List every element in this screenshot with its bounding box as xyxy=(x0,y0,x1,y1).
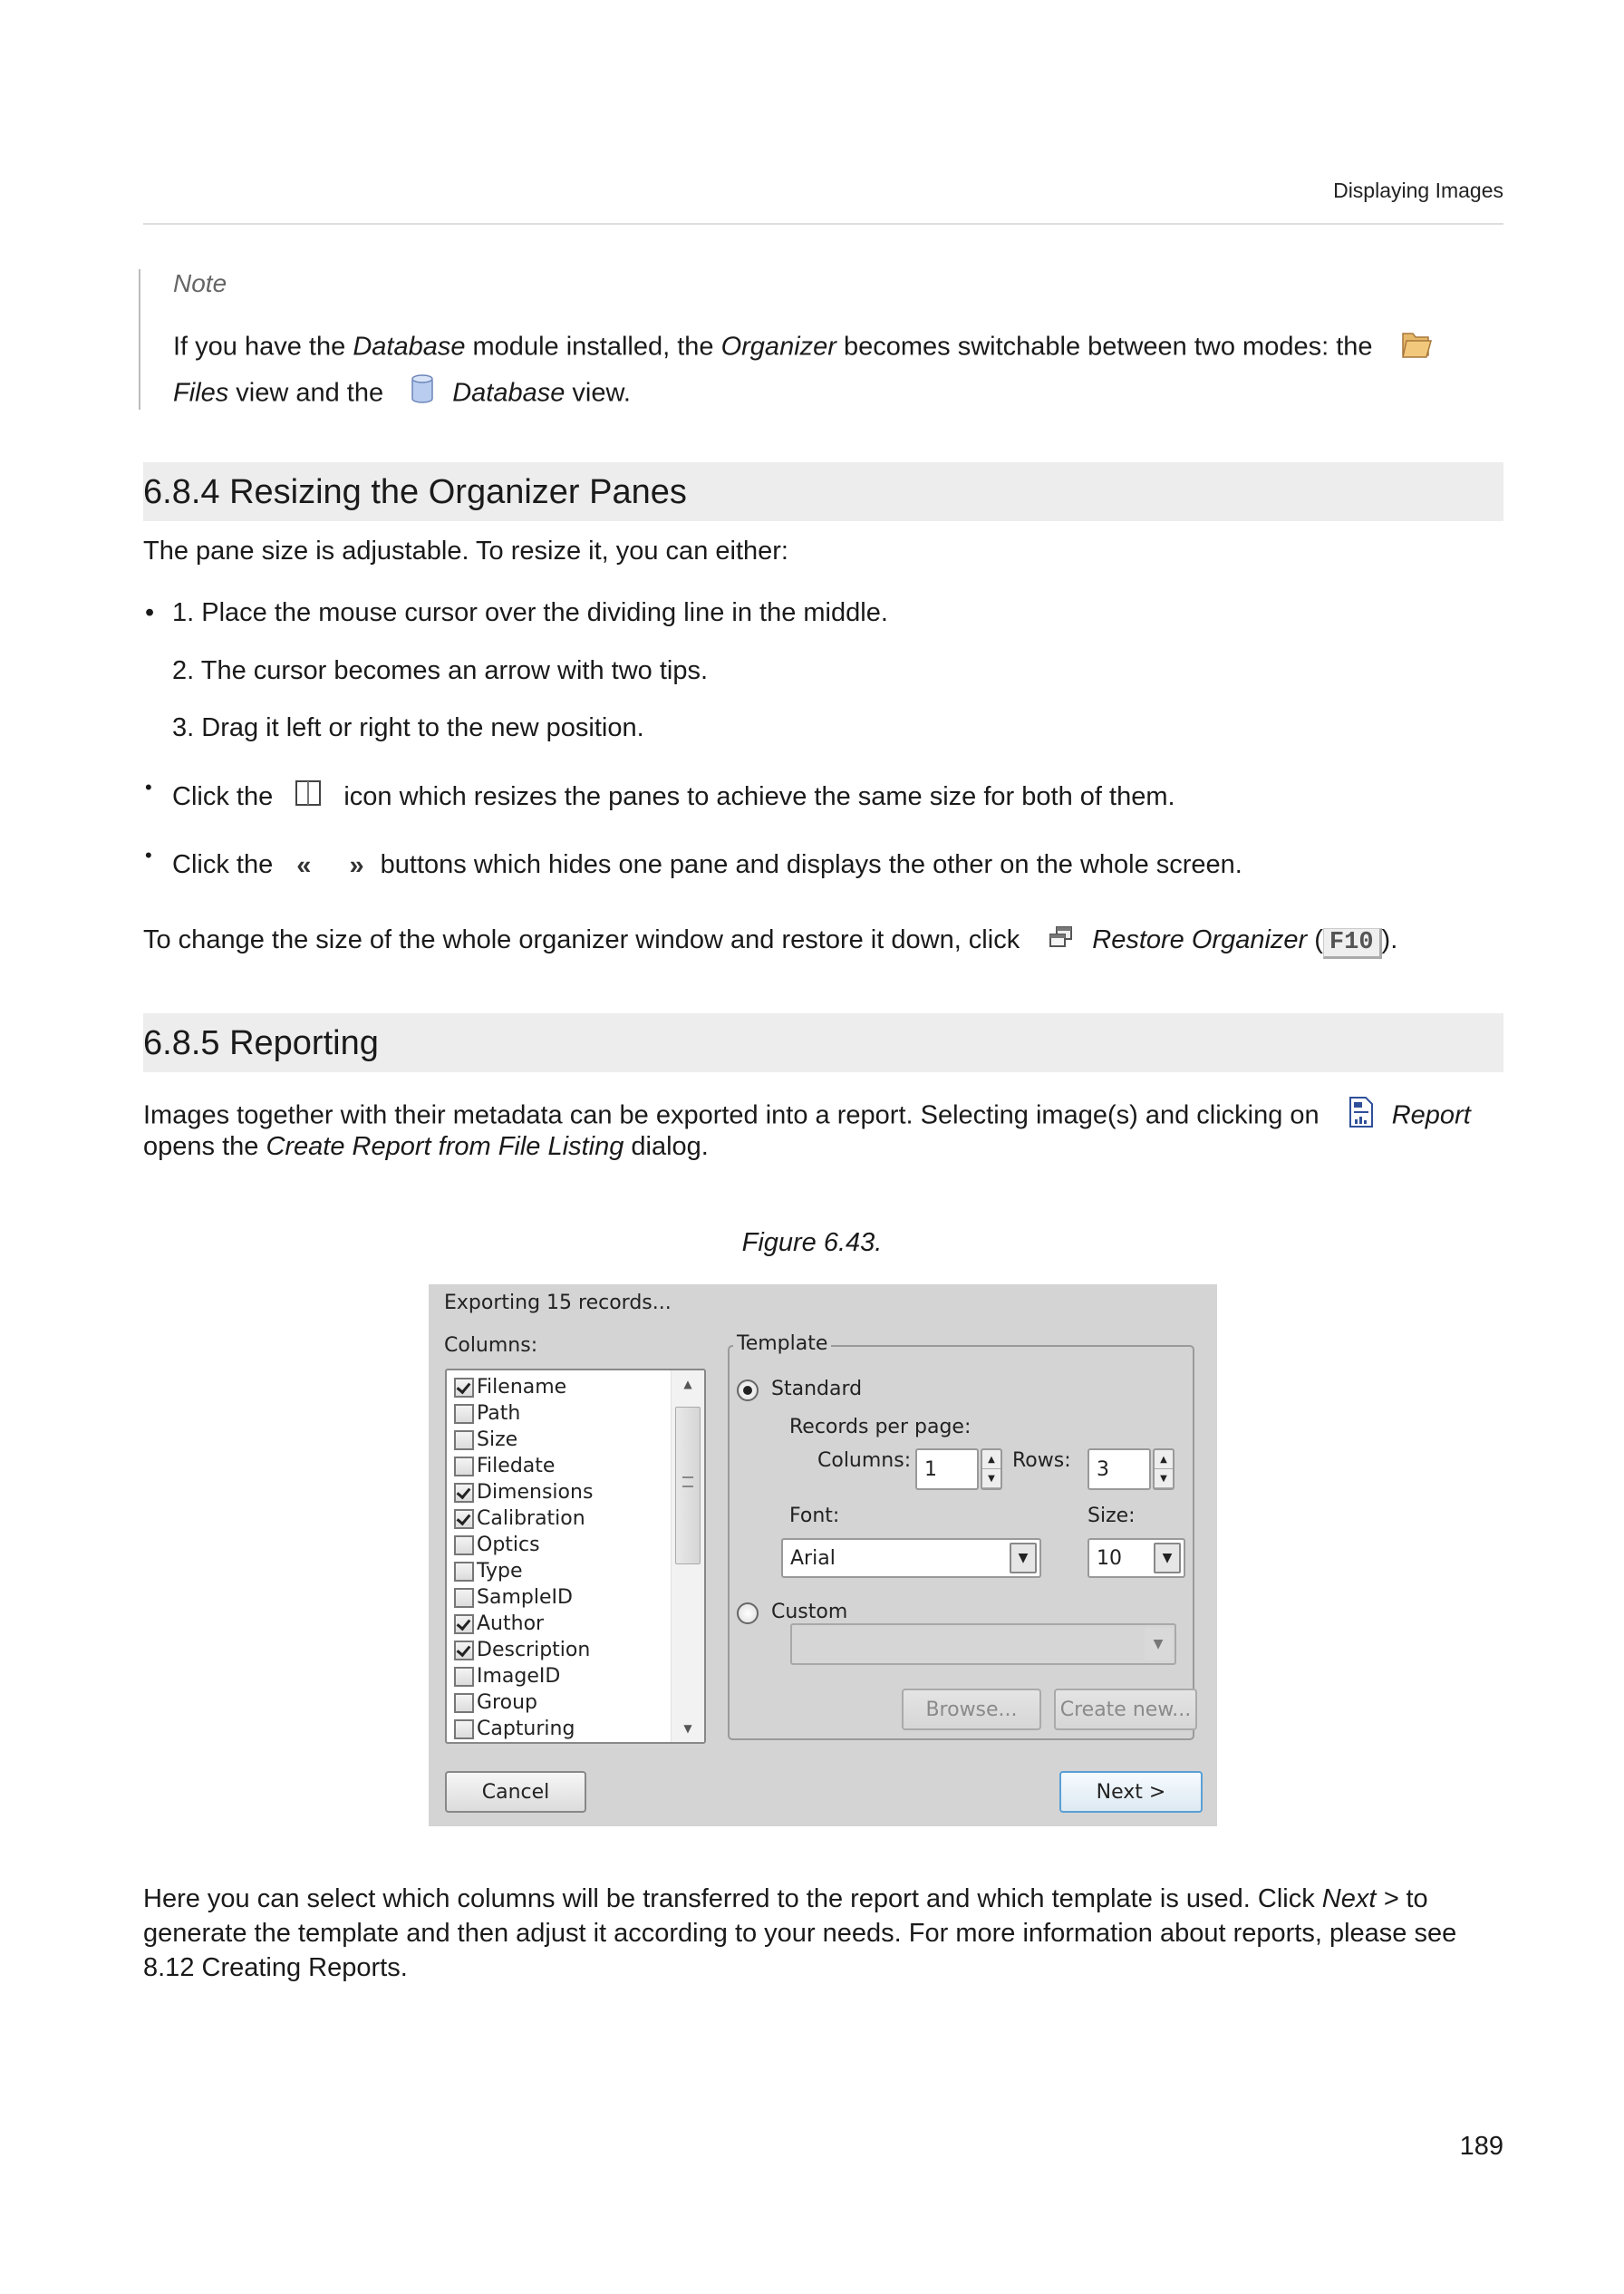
column-option-label: Filedate xyxy=(477,1455,556,1477)
grip-icon xyxy=(682,1476,693,1487)
bullet: • xyxy=(145,844,152,866)
rows-per-page-input[interactable]: 3 xyxy=(1088,1448,1151,1490)
template-group-label: Template xyxy=(733,1332,831,1355)
column-option-label: Description xyxy=(477,1639,591,1661)
rows-stepper[interactable] xyxy=(1153,1448,1174,1490)
export-status: Exporting 15 records... xyxy=(444,1292,672,1314)
custom-radio[interactable] xyxy=(737,1602,759,1624)
header-rule xyxy=(143,223,1503,225)
column-option-label: Calibration xyxy=(477,1507,585,1530)
restore-paragraph: To change the size of the whole organizer window and restore it down, click Restore Organizer ( F10 ). xyxy=(143,923,1397,959)
create-new-button[interactable]: Create new... xyxy=(1054,1689,1197,1730)
database-icon xyxy=(411,373,434,415)
reporting-paragraph-line-1: Images together with their metadata can be exported into a report. Selecting image(s) and clicking on Report xyxy=(143,1096,1471,1137)
reporting-paragraph-line-2: opens the Create Report from File Listing dialog. xyxy=(143,1132,709,1161)
column-option-label: Filename xyxy=(477,1376,567,1399)
increment-icon[interactable]: ▲ xyxy=(982,1450,1000,1469)
chevron-down-icon[interactable]: ▼ xyxy=(1145,1628,1172,1660)
column-option-label: Group xyxy=(477,1691,537,1714)
collapse-left-icon: « xyxy=(296,851,312,881)
font-label: Font: xyxy=(789,1505,840,1527)
column-option[interactable] xyxy=(454,1453,555,1479)
figure-caption: Figure 6.43. xyxy=(741,1228,883,1257)
page-number: 189 xyxy=(1459,2132,1503,2161)
column-option-label: Dimensions xyxy=(477,1481,594,1504)
list-item: 3. Drag it left or right to the new position. xyxy=(172,713,644,742)
column-checkbox[interactable] xyxy=(454,1588,474,1608)
scroll-thumb[interactable] xyxy=(675,1407,701,1564)
restore-window-icon xyxy=(1049,924,1074,958)
column-option-label: SampleID xyxy=(477,1586,573,1609)
column-option[interactable] xyxy=(454,1479,593,1505)
column-option-label: Type xyxy=(477,1560,523,1583)
note-line-2: Files view and the Database view. xyxy=(173,373,631,415)
column-checkbox[interactable] xyxy=(454,1404,474,1424)
column-option[interactable] xyxy=(454,1400,520,1427)
columns-scrollbar[interactable] xyxy=(671,1370,704,1742)
column-checkbox[interactable] xyxy=(454,1562,474,1582)
column-checkbox[interactable] xyxy=(454,1457,474,1476)
bullet: • xyxy=(145,598,155,627)
note-title: Note xyxy=(173,269,227,297)
column-option[interactable] xyxy=(454,1558,523,1584)
list-item: 1. Place the mouse cursor over the dividing line in the middle. xyxy=(172,598,888,627)
section-heading-reporting: 6.8.5 Reporting xyxy=(143,1024,379,1062)
decrement-icon[interactable]: ▼ xyxy=(982,1469,1000,1488)
column-option-label: ImageID xyxy=(477,1665,561,1688)
columns-list[interactable] xyxy=(445,1369,706,1744)
section-heading-resizing: 6.8.4 Resizing the Organizer Panes xyxy=(143,473,687,511)
split-panes-icon xyxy=(295,779,322,816)
column-checkbox[interactable] xyxy=(454,1614,474,1634)
columns-stepper[interactable] xyxy=(981,1448,1002,1490)
section-intro: The pane size is adjustable. To resize it, you can either: xyxy=(143,537,788,566)
column-checkbox[interactable] xyxy=(454,1430,474,1450)
cancel-button[interactable]: Cancel xyxy=(445,1771,586,1813)
create-report-dialog xyxy=(429,1284,1217,1826)
column-checkbox[interactable] xyxy=(454,1693,474,1713)
increment-icon[interactable]: ▲ xyxy=(1155,1450,1173,1469)
column-option[interactable] xyxy=(454,1505,585,1532)
column-option-label: Path xyxy=(477,1402,521,1425)
list-item: 2. The cursor becomes an arrow with two tips. xyxy=(172,656,709,685)
scroll-up-icon[interactable]: ▲ xyxy=(683,1378,692,1390)
column-option-label: Author xyxy=(477,1612,545,1635)
bullet: • xyxy=(145,776,152,799)
running-header: Displaying Images xyxy=(1333,179,1503,202)
column-checkbox[interactable] xyxy=(454,1509,474,1529)
column-option[interactable] xyxy=(454,1427,517,1453)
columns-label: Columns: xyxy=(444,1334,538,1357)
column-option-label: Size xyxy=(477,1428,518,1451)
custom-template-select[interactable] xyxy=(790,1623,1176,1665)
column-option[interactable] xyxy=(454,1374,566,1400)
decrement-icon[interactable]: ▼ xyxy=(1155,1469,1173,1488)
column-option[interactable] xyxy=(454,1689,537,1716)
column-checkbox[interactable] xyxy=(454,1719,474,1739)
chevron-down-icon[interactable]: ▼ xyxy=(1010,1543,1037,1573)
cross-reference-link[interactable]: 8.12 Creating Reports. xyxy=(143,1953,408,1982)
records-per-page-label: Records per page: xyxy=(789,1416,972,1438)
column-option-label: Optics xyxy=(477,1534,540,1556)
column-option[interactable] xyxy=(454,1716,575,1742)
standard-radio[interactable] xyxy=(737,1379,759,1401)
column-checkbox[interactable] xyxy=(454,1483,474,1503)
column-checkbox[interactable] xyxy=(454,1535,474,1555)
standard-label: Standard xyxy=(771,1378,863,1400)
columns-field-label: Columns: xyxy=(817,1449,912,1472)
custom-label: Custom xyxy=(771,1601,848,1623)
column-checkbox[interactable] xyxy=(454,1667,474,1687)
collapse-right-icon: » xyxy=(349,851,364,881)
column-option[interactable] xyxy=(454,1584,573,1611)
column-checkbox[interactable] xyxy=(454,1378,474,1398)
rows-label: Rows: xyxy=(1012,1449,1071,1472)
closing-paragraph-line-1: Here you can select which columns will be transferred to the report and which template is used. Click Next > to xyxy=(143,1884,1428,1913)
scroll-down-icon[interactable]: ▼ xyxy=(683,1722,692,1735)
folder-icon xyxy=(1400,328,1433,368)
chevron-down-icon[interactable]: ▼ xyxy=(1154,1543,1181,1573)
list-item-equalize: Click the icon which resizes the panes to achieve the same size for both of them. xyxy=(172,779,1175,816)
column-checkbox[interactable] xyxy=(454,1641,474,1660)
browse-button[interactable]: Browse... xyxy=(902,1689,1041,1730)
closing-paragraph-line-2: generate the template and then adjust it according to your needs. For more information about reports, please see xyxy=(143,1919,1457,1948)
column-option-label: Capturing xyxy=(477,1718,575,1740)
column-option[interactable] xyxy=(454,1637,590,1663)
report-icon xyxy=(1348,1096,1374,1137)
column-option[interactable] xyxy=(454,1611,544,1637)
list-item-collapse: Click the « » buttons which hides one pane and displays the other on the whole screen. xyxy=(172,847,1242,883)
column-option[interactable] xyxy=(454,1663,560,1689)
size-select[interactable]: 10 ▼ xyxy=(1088,1538,1185,1578)
column-option[interactable] xyxy=(454,1532,540,1558)
size-label: Size: xyxy=(1088,1505,1136,1527)
columns-per-page-input[interactable]: 1 xyxy=(915,1448,979,1490)
next-button[interactable]: Next > xyxy=(1059,1771,1203,1813)
keyboard-shortcut: F10 xyxy=(1323,928,1382,959)
font-select[interactable]: Arial ▼ xyxy=(781,1538,1041,1578)
note-line-1: If you have the Database module installed, the Organizer becomes switchable between two modes: the xyxy=(173,328,1433,368)
